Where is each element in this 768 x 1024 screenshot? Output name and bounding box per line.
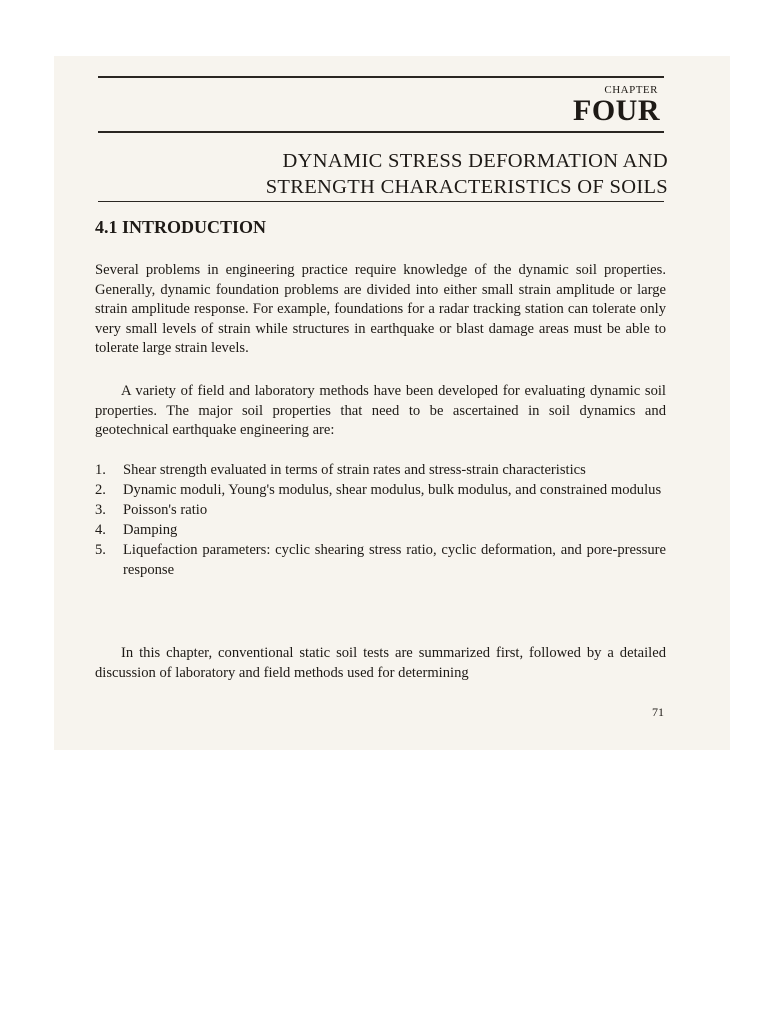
paragraph-intro: Several problems in engineering practice require knowledge of the dynamic soil properties. Generally, dynamic foundation problems are divided into either small strain amplitude or large strain amplitude response. For example, foundations for a radar tracking station can tolerate only very small levels of strain while structures in earthquake or blast damage areas must be able to tolerate large strain levels. — [95, 262, 666, 357]
title-rule — [98, 201, 664, 202]
list-item-number: 5. — [95, 542, 106, 559]
list-item-number: 4. — [95, 522, 106, 539]
section-heading: 4.1 INTRODUCTION — [95, 217, 267, 237]
list-item-number: 3. — [95, 502, 106, 519]
chapter-title-line-1: DYNAMIC STRESS DEFORMATION AND — [282, 150, 668, 172]
chapter-number: FOUR — [573, 94, 660, 127]
list-item — [95, 461, 666, 481]
chapter-rule — [98, 131, 664, 133]
list-item-text: Liquefaction parameters: cyclic shearing stress ratio, cyclic deformation, and pore-pressure response — [123, 542, 666, 578]
list-item-number: 1. — [95, 462, 106, 478]
list-item — [95, 481, 666, 501]
chapter-title — [188, 148, 668, 200]
list-item — [95, 501, 666, 521]
page-number: 71 — [652, 705, 664, 719]
list-item-text: Dynamic moduli, Young's modulus, shear modulus, bulk modulus, and constrained modulus — [123, 482, 662, 499]
list-item — [95, 541, 666, 580]
chapter-title-line-2: STRENGTH CHARACTERISTICS OF SOILS — [265, 176, 668, 198]
paragraph-chapter-overview: In this chapter, conventional static soil tests are summarized first, followed by a detailed discussion of laboratory and field methods used for determining — [95, 645, 666, 681]
top-rule — [98, 76, 664, 78]
list-item-text: Poisson's ratio — [123, 502, 208, 519]
property-list — [95, 461, 666, 581]
chapter-label: CHAPTER — [604, 84, 658, 96]
list-item-number: 2. — [95, 482, 106, 499]
list-item-text: Shear strength evaluated in terms of strain rates and stress-strain characteristics — [123, 462, 586, 478]
paragraph-methods: A variety of field and laboratory methods have been developed for evaluating dynamic soil properties. The major soil properties that need to be ascertained in soil dynamics and geotechnical earthquake engineering are: — [95, 383, 666, 439]
list-item-text: Damping — [123, 522, 178, 539]
list-item — [95, 521, 666, 541]
